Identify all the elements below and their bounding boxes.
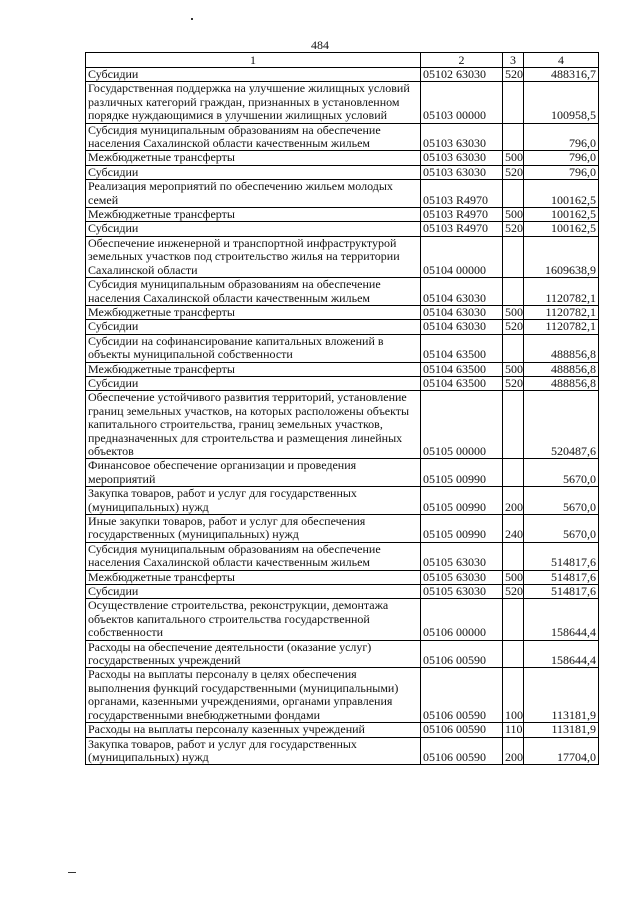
row-vr-cell [503,82,524,123]
row-amount-cell: 5670,0 [524,515,599,543]
table-row [86,542,599,570]
row-amount-cell: 158644,4 [524,599,599,640]
row-name-cell: Закупка товаров, работ и услуг для государственных (муниципальных) нужд [86,487,421,515]
row-amount-cell: 5670,0 [524,487,599,515]
row-code-cell: 05104 63030 [421,320,503,334]
row-code-cell: 05103 R4970 [421,222,503,236]
row-amount-cell: 113181,9 [524,668,599,723]
row-code-cell: 05105 00000 [421,391,503,459]
table-row [86,487,599,515]
row-amount-cell: 796,0 [524,151,599,165]
row-vr-cell: 500 [503,208,524,222]
row-vr-cell: 240 [503,515,524,543]
row-name-cell: Межбюджетные трансферты [86,362,421,376]
row-vr-cell: 110 [503,723,524,737]
table-row [86,376,599,390]
row-vr-cell: 520 [503,320,524,334]
row-amount-cell: 5670,0 [524,459,599,487]
row-code-cell: 05103 63030 [421,123,503,151]
row-vr-cell [503,391,524,459]
table-row [86,320,599,334]
row-amount-cell: 100162,5 [524,222,599,236]
table-row [86,165,599,179]
table-row [86,362,599,376]
row-name-cell: Субсидия муниципальным образованиям на обеспечение населения Сахалинской области качественным жильем [86,123,421,151]
table-row [86,180,599,208]
row-vr-cell [503,459,524,487]
table-row [86,334,599,362]
row-code-cell: 05106 00590 [421,737,503,765]
row-code-cell: 05106 00000 [421,599,503,640]
row-amount-cell: 1120782,1 [524,278,599,306]
table-row [86,585,599,599]
row-name-cell: Расходы на обеспечение деятельности (оказание услуг) государственных учреждений [86,640,421,668]
table-row [86,222,599,236]
row-name-cell: Реализация мероприятий по обеспечению жильем молодых семей [86,180,421,208]
row-vr-cell: 520 [503,585,524,599]
scan-mark [68,872,76,873]
row-vr-cell: 520 [503,222,524,236]
header-col-3: 3 [503,53,524,68]
row-code-cell: 05104 63030 [421,305,503,319]
row-code-cell: 05105 00990 [421,459,503,487]
row-amount-cell: 520487,6 [524,391,599,459]
row-vr-cell [503,278,524,306]
table-row [86,236,599,277]
row-vr-cell: 520 [503,376,524,390]
row-name-cell: Финансовое обеспечение организации и проведения мероприятий [86,459,421,487]
row-code-cell: 05103 63030 [421,165,503,179]
row-vr-cell: 500 [503,570,524,584]
row-amount-cell: 100958,5 [524,82,599,123]
row-code-cell: 05105 63030 [421,570,503,584]
row-code-cell: 05105 63030 [421,585,503,599]
table-row [86,68,599,82]
row-name-cell: Межбюджетные трансферты [86,570,421,584]
row-amount-cell: 1609638,9 [524,236,599,277]
row-code-cell: 05105 00990 [421,487,503,515]
row-amount-cell: 488316,7 [524,68,599,82]
row-name-cell: Межбюджетные трансферты [86,151,421,165]
table-row [86,208,599,222]
row-code-cell: 05104 63030 [421,278,503,306]
budget-table [85,52,599,765]
row-name-cell: Расходы на выплаты персоналу в целях обеспечения выполнения функций государственными (муниципальными) органами, казенными учреждениями, органами управления государственными внебюджетными фондами [86,668,421,723]
table-header [86,53,599,68]
row-amount-cell: 158644,4 [524,640,599,668]
row-amount-cell: 1120782,1 [524,320,599,334]
row-vr-cell [503,334,524,362]
table-row [86,599,599,640]
table-row [86,305,599,319]
row-vr-cell: 500 [503,362,524,376]
row-vr-cell [503,640,524,668]
row-name-cell: Субсидии [86,376,421,390]
row-name-cell: Осуществление строительства, реконструкции, демонтажа объектов капитального строительства государственной собственности [86,599,421,640]
row-code-cell: 05103 63030 [421,151,503,165]
row-code-cell: 05106 00590 [421,723,503,737]
table-row [86,570,599,584]
row-name-cell: Государственная поддержка на улучшение жилищных условий различных категорий граждан, признанных в установленном порядке нуждающимися в улучшении жилищных условий [86,82,421,123]
row-code-cell: 05106 00590 [421,640,503,668]
header-col-1: 1 [86,53,421,68]
row-name-cell: Обеспечение устойчивого развития территорий, установление границ земельных участков, на которых расположены объекты капитального строительства, границ земельных участков, предназначенных для строительства и размещения линейных объектов [86,391,421,459]
row-amount-cell: 514817,6 [524,570,599,584]
row-name-cell: Субсидия муниципальным образованиям на обеспечение населения Сахалинской области качественным жильем [86,278,421,306]
row-name-cell: Иные закупки товаров, работ и услуг для обеспечения государственных (муниципальных) нужд [86,515,421,543]
row-vr-cell: 500 [503,305,524,319]
table-row [86,391,599,459]
row-vr-cell: 520 [503,165,524,179]
row-name-cell: Субсидии [86,68,421,82]
table-row [86,151,599,165]
row-name-cell: Субсидии [86,585,421,599]
row-name-cell: Субсидии [86,222,421,236]
table-row [86,123,599,151]
row-code-cell: 05106 00590 [421,668,503,723]
row-vr-cell [503,599,524,640]
header-col-4: 4 [524,53,599,68]
row-name-cell: Субсидии [86,165,421,179]
row-amount-cell: 514817,6 [524,585,599,599]
row-code-cell: 05104 00000 [421,236,503,277]
table-row [86,668,599,723]
table-row [86,737,599,765]
row-vr-cell: 520 [503,68,524,82]
row-name-cell: Межбюджетные трансферты [86,305,421,319]
row-vr-cell [503,542,524,570]
row-code-cell: 05103 00000 [421,82,503,123]
row-name-cell: Межбюджетные трансферты [86,208,421,222]
row-vr-cell: 500 [503,151,524,165]
row-amount-cell: 488856,8 [524,376,599,390]
table-row [86,640,599,668]
row-vr-cell: 200 [503,487,524,515]
row-code-cell: 05105 00990 [421,515,503,543]
table-row [86,515,599,543]
row-name-cell: Субсидии на софинансирование капитальных вложений в объекты муниципальной собственности [86,334,421,362]
row-amount-cell: 796,0 [524,165,599,179]
row-amount-cell: 488856,8 [524,334,599,362]
row-name-cell: Субсидия муниципальным образованиям на обеспечение населения Сахалинской области качественным жильем [86,542,421,570]
row-code-cell: 05104 63500 [421,376,503,390]
row-code-cell: 05102 63030 [421,68,503,82]
row-code-cell: 05105 63030 [421,542,503,570]
row-name-cell: Расходы на выплаты персоналу казенных учреждений [86,723,421,737]
row-code-cell: 05103 R4970 [421,180,503,208]
row-code-cell: 05104 63500 [421,334,503,362]
row-vr-cell: 200 [503,737,524,765]
table-row [86,82,599,123]
header-col-2: 2 [421,53,503,68]
row-name-cell: Субсидии [86,320,421,334]
page-number: 484 [311,38,329,52]
row-amount-cell: 1120782,1 [524,305,599,319]
row-name-cell: Обеспечение инженерной и транспортной инфраструктурой земельных участков под строительство жилья на территории Сахалинской области [86,236,421,277]
table-row [86,459,599,487]
row-amount-cell: 100162,5 [524,208,599,222]
row-amount-cell: 488856,8 [524,362,599,376]
row-vr-cell [503,123,524,151]
row-vr-cell [503,236,524,277]
row-amount-cell: 113181,9 [524,723,599,737]
row-code-cell: 05104 63500 [421,362,503,376]
row-vr-cell [503,180,524,208]
row-vr-cell: 100 [503,668,524,723]
table-row [86,278,599,306]
row-name-cell: Закупка товаров, работ и услуг для государственных (муниципальных) нужд [86,737,421,765]
table-row [86,723,599,737]
row-amount-cell: 796,0 [524,123,599,151]
row-amount-cell: 17704,0 [524,737,599,765]
row-code-cell: 05103 R4970 [421,208,503,222]
row-amount-cell: 100162,5 [524,180,599,208]
row-amount-cell: 514817,6 [524,542,599,570]
scan-mark [191,18,193,20]
table-body [86,68,599,765]
